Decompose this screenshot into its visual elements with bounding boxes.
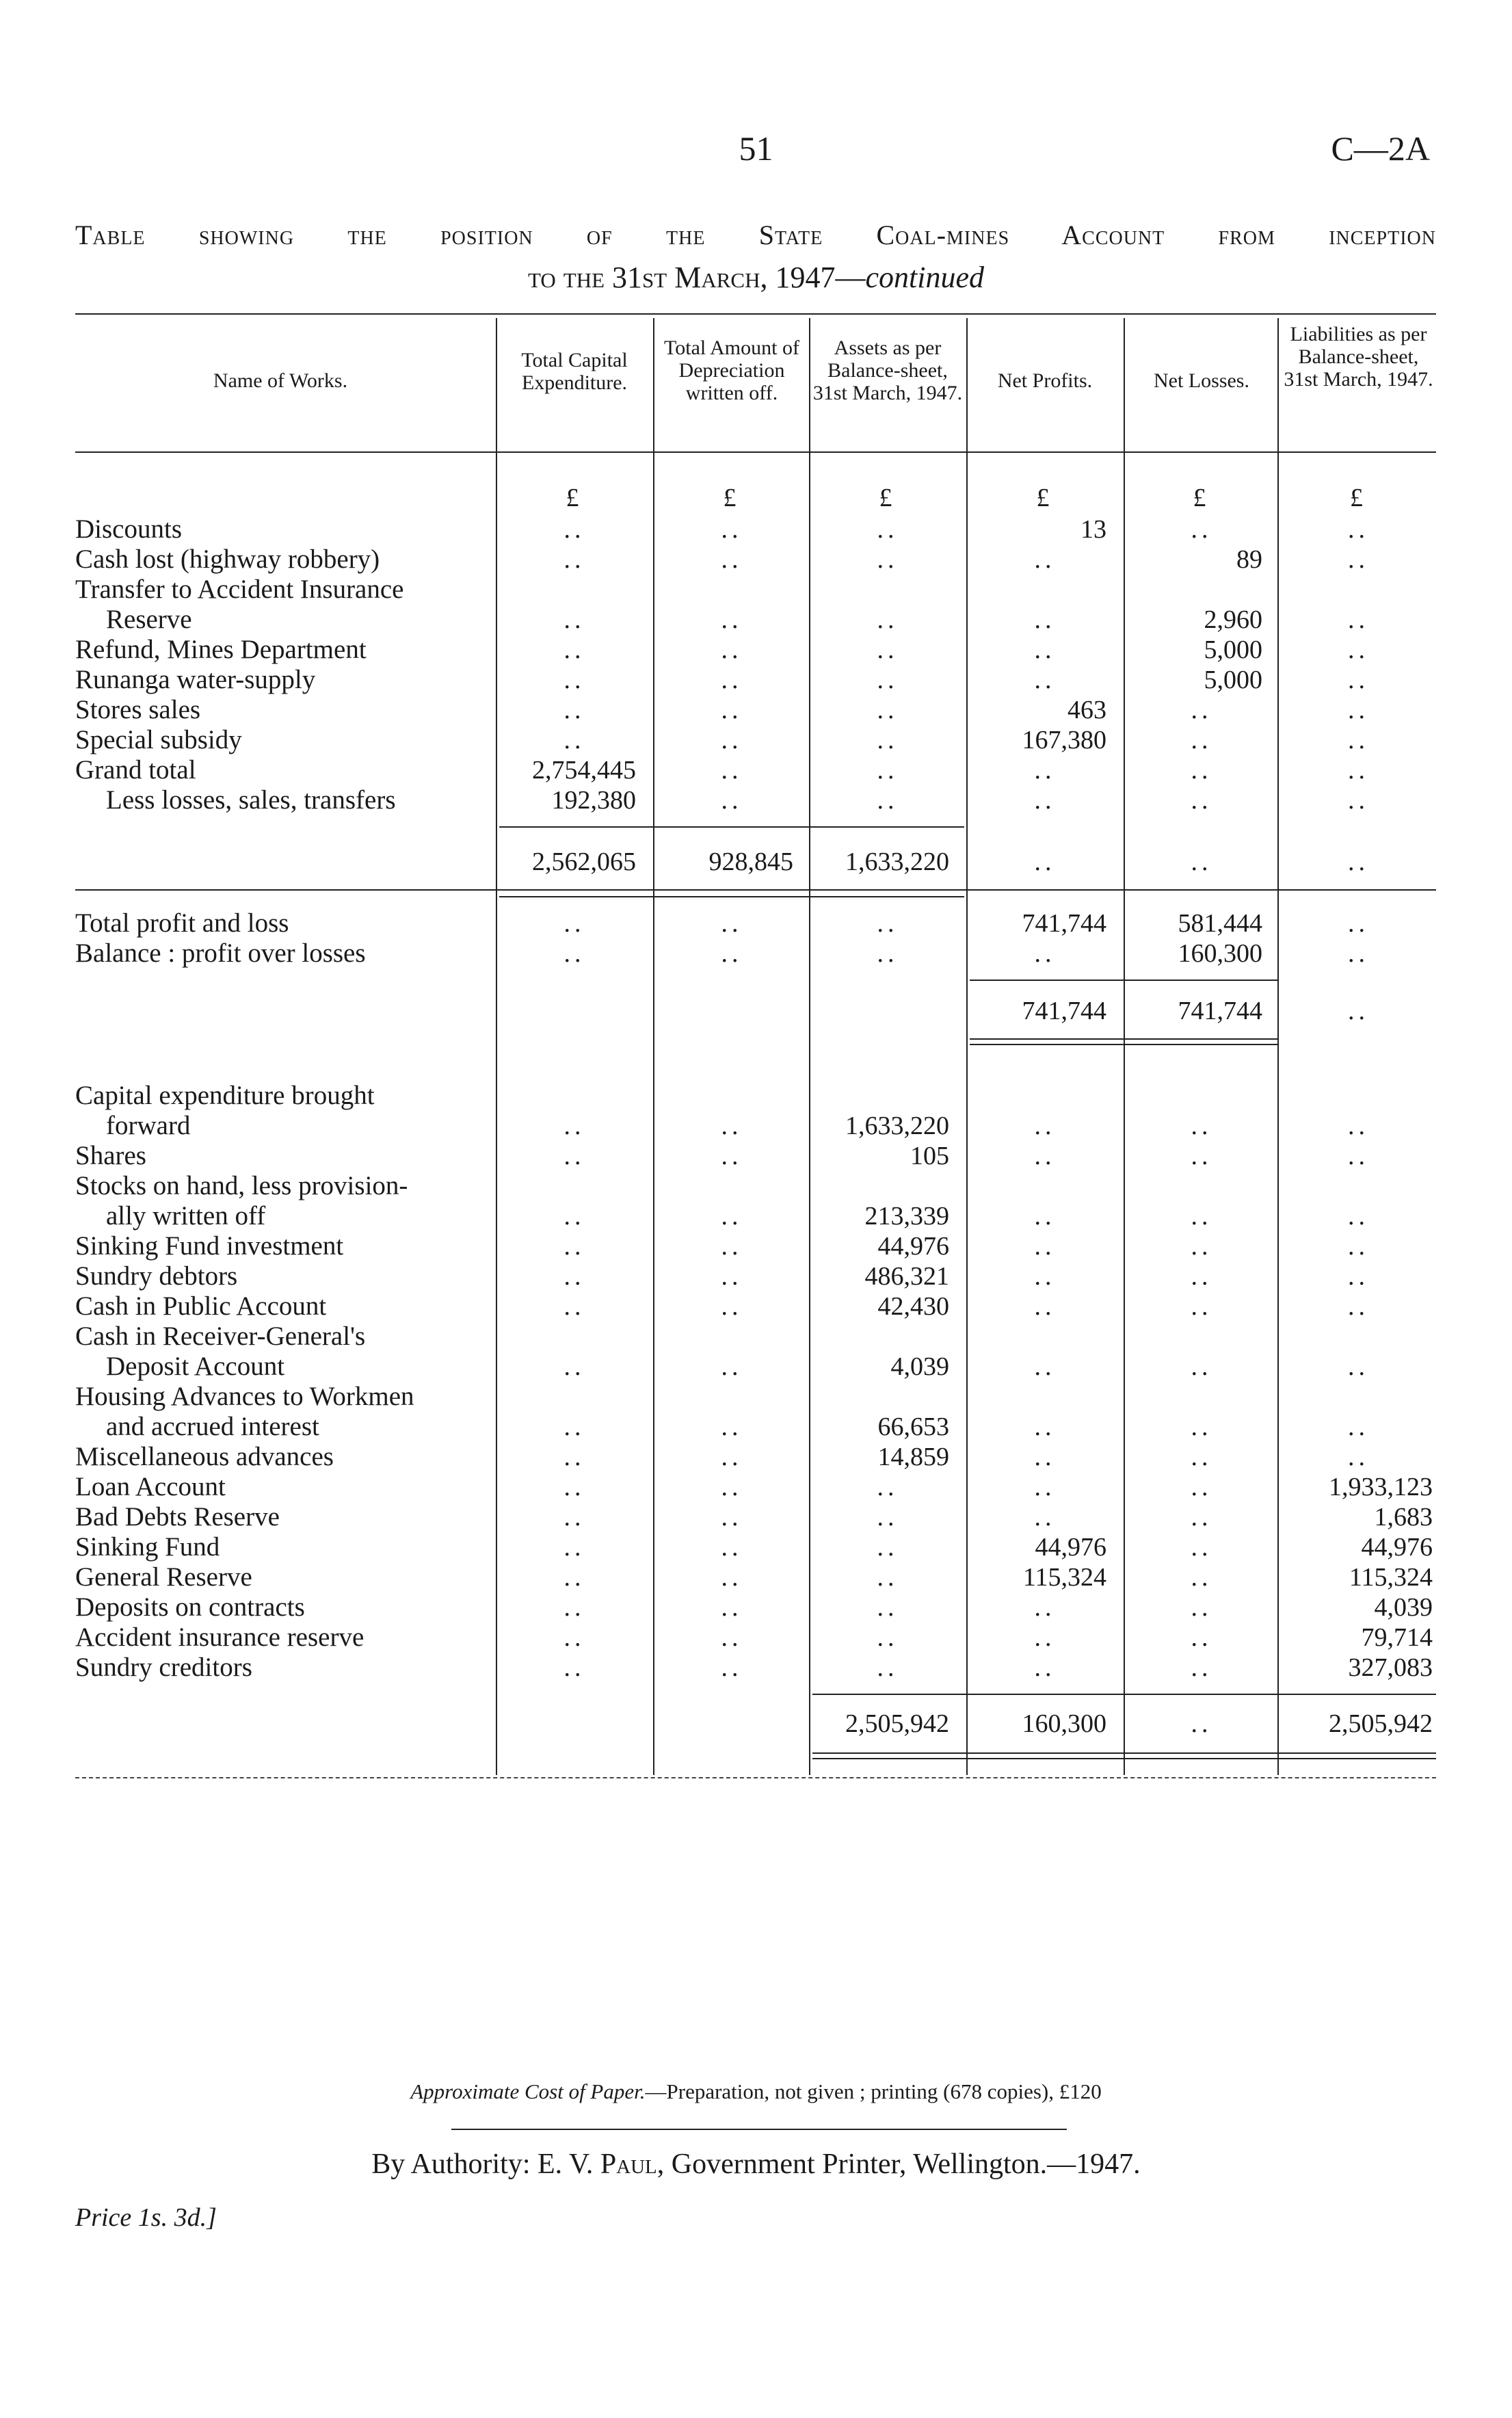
cell-net-losses: 2,960 <box>1204 605 1262 634</box>
row-label: Stocks on hand, less provision- <box>75 1171 408 1200</box>
row-label: Miscellaneous advances <box>75 1442 334 1471</box>
row-label: Bad Debts Reserve <box>75 1502 280 1532</box>
cost-text: —Preparation, not given ; printing (678 copies), £120 <box>645 2079 1102 2103</box>
cell-capital: .. <box>563 1563 585 1592</box>
cell-depreciation: .. <box>721 726 743 754</box>
cell-capital: .. <box>563 1202 585 1231</box>
cell-net-profits: .. <box>1034 1142 1056 1170</box>
table-bottom-rule <box>75 1777 1436 1778</box>
cell-assets-subtotal: 1,633,220 <box>845 847 949 876</box>
cell-depreciation: .. <box>721 1593 743 1622</box>
header-rule <box>75 451 1436 453</box>
column-rule <box>809 318 810 1775</box>
cell-net-losses: .. <box>1191 1202 1212 1231</box>
cell-net-losses: .. <box>1191 1533 1212 1562</box>
cell-capital: .. <box>563 726 585 754</box>
currency-symbol: £ <box>566 484 583 512</box>
cell-depreciation: .. <box>721 666 743 694</box>
title-line2-continued: continued <box>865 261 984 294</box>
cell-net-losses: .. <box>1191 1292 1212 1321</box>
row-label: Shares <box>75 1141 146 1170</box>
cell-capital: .. <box>563 1142 585 1170</box>
header-name-of-works: Name of Works. <box>213 369 348 392</box>
row-label-continued: and accrued interest <box>106 1412 319 1441</box>
column-rule <box>496 318 497 1775</box>
cell-net-losses: .. <box>1191 847 1212 876</box>
cell-assets: 1,633,220 <box>845 1112 949 1140</box>
cell-liabilities: .. <box>1348 997 1369 1025</box>
cell-capital: .. <box>563 1503 585 1532</box>
cell-depreciation: .. <box>721 939 743 968</box>
cell-assets: 44,976 <box>877 1232 949 1261</box>
row-label: Sinking Fund <box>75 1532 220 1562</box>
cell-depreciation: .. <box>721 1653 743 1682</box>
cell-net-losses: .. <box>1191 1412 1212 1441</box>
cell-assets: .. <box>877 1503 899 1532</box>
total-rule <box>970 1038 1277 1040</box>
cell-assets: .. <box>877 1563 899 1592</box>
cell-assets: .. <box>877 1653 899 1682</box>
cell-net-losses: .. <box>1191 726 1212 754</box>
cell-assets: .. <box>877 515 899 544</box>
cell-liabilities: .. <box>1348 515 1369 544</box>
cell-net-profits: .. <box>1034 847 1056 876</box>
cell-depreciation: .. <box>721 1112 743 1140</box>
cell-net-profits: .. <box>1034 605 1056 634</box>
cell-assets: .. <box>877 1593 899 1622</box>
cell-capital: .. <box>563 545 585 574</box>
cell-liabilities: .. <box>1348 1412 1369 1441</box>
cell-assets: 486,321 <box>864 1262 949 1291</box>
printer-name: E. V. Paul, <box>538 2148 665 2180</box>
total-double-rule <box>970 1044 1277 1045</box>
cell-net-profits: 463 <box>1067 696 1106 724</box>
cell-depreciation: .. <box>721 1563 743 1592</box>
cell-capital: .. <box>563 1593 585 1622</box>
cell-net-losses: .. <box>1191 515 1212 544</box>
cell-depreciation: .. <box>721 605 743 634</box>
cell-liabilities: .. <box>1348 1202 1369 1231</box>
row-label: Sundry debtors <box>75 1261 238 1291</box>
cell-assets-total: 2,505,942 <box>845 1709 949 1738</box>
section-double-rule <box>499 896 964 897</box>
cell-net-losses: .. <box>1191 1593 1212 1622</box>
cell-net-losses: .. <box>1191 1473 1212 1501</box>
cell-assets: .. <box>877 756 899 785</box>
cell-depreciation: .. <box>721 1292 743 1321</box>
printer-authority <box>0 2148 1512 2181</box>
row-label: Total profit and loss <box>75 908 289 938</box>
column-rule <box>1277 318 1279 1775</box>
cell-net-profits-total: 741,744 <box>1022 997 1106 1025</box>
cell-liabilities: 44,976 <box>1361 1533 1433 1562</box>
row-label-continued: Reserve <box>106 605 192 634</box>
cell-net-losses: .. <box>1191 786 1212 815</box>
cell-liabilities: .. <box>1348 1443 1369 1471</box>
cell-assets: .. <box>877 696 899 724</box>
cell-net-profits: .. <box>1034 1202 1056 1231</box>
cell-net-losses: .. <box>1191 1232 1212 1261</box>
row-label: Runanga water-supply <box>75 665 316 694</box>
cell-assets: .. <box>877 545 899 574</box>
cell-net-profits: 167,380 <box>1022 726 1106 754</box>
cell-assets: .. <box>877 909 899 938</box>
cell-net-profits: .. <box>1034 786 1056 815</box>
cell-capital: .. <box>563 605 585 634</box>
cell-depreciation: .. <box>721 1443 743 1471</box>
cell-assets: 105 <box>910 1142 949 1170</box>
cell-liabilities: 327,083 <box>1348 1653 1433 1682</box>
cell-net-profits: 741,744 <box>1022 909 1106 938</box>
row-label-continued: Deposit Account <box>106 1352 285 1381</box>
cell-net-profits: .. <box>1034 1262 1056 1291</box>
cell-net-losses: .. <box>1191 756 1212 785</box>
currency-symbol: £ <box>1193 484 1210 512</box>
cell-depreciation: .. <box>721 1503 743 1532</box>
cell-assets: 213,339 <box>864 1202 949 1231</box>
cell-net-profits: .. <box>1034 1623 1056 1652</box>
cell-net-profits: .. <box>1034 1292 1056 1321</box>
cell-depreciation: .. <box>721 1232 743 1261</box>
cell-depreciation-subtotal: 928,845 <box>708 847 793 876</box>
currency-symbol: £ <box>723 484 741 512</box>
cell-net-losses-total: 741,744 <box>1178 997 1262 1025</box>
cell-capital-subtotal: 2,562,065 <box>532 847 636 876</box>
cell-depreciation: .. <box>721 909 743 938</box>
cell-assets: .. <box>877 726 899 754</box>
cell-liabilities: .. <box>1348 726 1369 754</box>
cell-depreciation: .. <box>721 1533 743 1562</box>
section-rule <box>75 889 1436 891</box>
currency-symbol: £ <box>1036 484 1054 512</box>
cell-net-losses: .. <box>1191 1352 1212 1381</box>
cell-depreciation: .. <box>721 1623 743 1652</box>
cell-net-losses: .. <box>1191 1653 1212 1682</box>
cell-depreciation: .. <box>721 1262 743 1291</box>
row-label-continued: forward <box>106 1111 191 1140</box>
column-rule <box>653 318 654 1775</box>
cost-label: Approximate Cost of Paper. <box>410 2079 646 2103</box>
table-title: Table showing the position of the State Coal-mines Account from inception <box>75 220 1436 250</box>
cell-capital: 192,380 <box>551 786 636 815</box>
cell-capital: .. <box>563 1292 585 1321</box>
cell-capital: .. <box>563 1232 585 1261</box>
cell-capital: .. <box>563 1412 585 1441</box>
total-rule <box>812 1752 1436 1754</box>
cell-assets: .. <box>877 605 899 634</box>
row-label: Refund, Mines Department <box>75 635 367 664</box>
cell-net-profits: 115,324 <box>1022 1563 1106 1592</box>
authority-rest: Government Printer, Wellington.—1947. <box>671 2148 1141 2180</box>
subtotal-rule <box>970 980 1277 981</box>
cost-of-paper-note <box>0 2079 1512 2104</box>
cell-capital: .. <box>563 1473 585 1501</box>
table-top-rule <box>75 313 1436 315</box>
cell-net-profits: .. <box>1034 545 1056 574</box>
cell-liabilities: .. <box>1348 666 1369 694</box>
row-label: Stores sales <box>75 695 201 724</box>
cell-capital: .. <box>563 515 585 544</box>
cell-depreciation: .. <box>721 786 743 815</box>
cell-liabilities: .. <box>1348 786 1369 815</box>
cell-net-losses: .. <box>1191 1262 1212 1291</box>
cell-depreciation: .. <box>721 1202 743 1231</box>
cell-net-profits: .. <box>1034 635 1056 664</box>
cell-liabilities: .. <box>1348 1112 1369 1140</box>
header-net-profits: Net Profits. <box>997 369 1093 392</box>
cell-net-losses: 581,444 <box>1178 909 1262 938</box>
total-rule <box>812 1694 1436 1695</box>
cell-depreciation: .. <box>721 545 743 574</box>
cell-capital: .. <box>563 909 585 938</box>
cell-depreciation: .. <box>721 756 743 785</box>
cell-capital: .. <box>563 1443 585 1471</box>
cell-net-losses: .. <box>1191 1112 1212 1140</box>
cell-liabilities: 79,714 <box>1361 1623 1433 1652</box>
cell-assets: 42,430 <box>877 1292 949 1321</box>
column-rule <box>1124 318 1125 1775</box>
cell-depreciation: .. <box>721 1142 743 1170</box>
cell-capital: .. <box>563 1653 585 1682</box>
header-net-losses: Net Losses. <box>1154 369 1249 392</box>
cell-liabilities: .. <box>1348 1142 1369 1170</box>
cell-capital: .. <box>563 1533 585 1562</box>
currency-symbol: £ <box>1350 484 1367 512</box>
cell-net-profits: .. <box>1034 939 1056 968</box>
row-label: General Reserve <box>75 1562 252 1592</box>
cell-liabilities: .. <box>1348 1352 1369 1381</box>
authority-prefix: By Authority: <box>371 2148 531 2180</box>
table-title-line2 <box>0 260 1512 295</box>
cell-liabilities: 1,683 <box>1374 1503 1433 1532</box>
document-reference: C—2A <box>1331 129 1430 168</box>
cell-net-losses: 89 <box>1236 545 1262 574</box>
title-line2-prefix: to the 31st March, 1947— <box>528 261 866 294</box>
row-label: Cash in Public Account <box>75 1291 327 1321</box>
cell-liabilities: .. <box>1348 1232 1369 1261</box>
cell-net-profits-total: 160,300 <box>1022 1709 1106 1738</box>
row-label: Accident insurance reserve <box>75 1622 364 1652</box>
cell-assets: 14,859 <box>877 1443 949 1471</box>
cell-assets: 66,653 <box>877 1412 949 1441</box>
cell-depreciation: .. <box>721 515 743 544</box>
cell-net-losses-total: .. <box>1191 1709 1212 1738</box>
cell-assets: .. <box>877 666 899 694</box>
cell-assets: .. <box>877 1473 899 1501</box>
cell-liabilities: .. <box>1348 939 1369 968</box>
cell-liabilities: .. <box>1348 756 1369 785</box>
cell-liabilities: .. <box>1348 696 1369 724</box>
cell-net-losses: 5,000 <box>1204 635 1262 664</box>
cell-depreciation: .. <box>721 1473 743 1501</box>
header-assets: Assets as per Balance-sheet, 31st March, 1947. <box>812 337 963 404</box>
cell-net-profits: .. <box>1034 1443 1056 1471</box>
cell-capital: .. <box>563 939 585 968</box>
header-total-capital: Total Capital Expenditure. <box>521 349 628 394</box>
cell-net-losses: .. <box>1191 1503 1212 1532</box>
cell-depreciation: .. <box>721 1412 743 1441</box>
cell-assets: .. <box>877 635 899 664</box>
cell-liabilities-total: 2,505,942 <box>1329 1709 1433 1738</box>
cell-capital: .. <box>563 1352 585 1381</box>
cell-depreciation: .. <box>721 635 743 664</box>
cell-net-profits: 13 <box>1080 515 1106 544</box>
row-label: Discounts <box>75 514 182 544</box>
cell-assets: .. <box>877 1623 899 1652</box>
cell-liabilities: .. <box>1348 1262 1369 1291</box>
cell-net-profits: .. <box>1034 1352 1056 1381</box>
cell-net-losses: .. <box>1191 1142 1212 1170</box>
row-label: Grand total <box>75 755 196 785</box>
cell-net-profits: .. <box>1034 1412 1056 1441</box>
row-label: Special subsidy <box>75 725 242 754</box>
cell-liabilities: 115,324 <box>1349 1563 1433 1592</box>
row-label: Cash lost (highway robbery) <box>75 544 380 574</box>
row-label: Transfer to Accident Insurance <box>75 575 404 604</box>
row-label: Sundry creditors <box>75 1653 252 1682</box>
cell-depreciation: .. <box>721 1352 743 1381</box>
row-label: Capital expenditure brought <box>75 1081 375 1110</box>
cell-liabilities: .. <box>1348 545 1369 574</box>
currency-symbol: £ <box>879 484 897 512</box>
cell-net-profits: .. <box>1034 1503 1056 1532</box>
cell-assets: .. <box>877 1533 899 1562</box>
cell-net-losses: 160,300 <box>1178 939 1262 968</box>
cell-liabilities: .. <box>1348 1292 1369 1321</box>
column-rule <box>966 318 968 1775</box>
cell-assets: .. <box>877 786 899 815</box>
cell-net-losses: .. <box>1191 1563 1212 1592</box>
row-label: Housing Advances to Workmen <box>75 1382 414 1411</box>
cell-liabilities: 4,039 <box>1374 1593 1433 1622</box>
row-label: Loan Account <box>75 1472 226 1501</box>
cell-assets: .. <box>877 939 899 968</box>
cell-net-losses: 5,000 <box>1204 666 1262 694</box>
header-liabilities: Liabilities as per Balance-sheet, 31st March, 1947. <box>1284 323 1433 391</box>
row-label: Sinking Fund investment <box>75 1231 344 1261</box>
cell-capital: .. <box>563 696 585 724</box>
price: Price 1s. 3d.] <box>75 2203 217 2232</box>
page-number: 51 <box>739 129 773 168</box>
cell-capital: .. <box>563 635 585 664</box>
cell-capital: .. <box>563 1623 585 1652</box>
header-depreciation: Total Amount of Depreciation written off. <box>664 337 799 404</box>
subtotal-rule <box>499 826 964 828</box>
cell-liabilities: .. <box>1348 635 1369 664</box>
cell-depreciation: .. <box>721 696 743 724</box>
cell-capital: .. <box>563 1112 585 1140</box>
row-label: Less losses, sales, transfers <box>106 785 396 815</box>
cell-net-profits: .. <box>1034 1112 1056 1140</box>
cell-capital: 2,754,445 <box>532 756 636 785</box>
row-label: Cash in Receiver-General's <box>75 1322 366 1351</box>
cell-liabilities: .. <box>1348 605 1369 634</box>
cell-net-profits: .. <box>1034 1593 1056 1622</box>
cell-net-profits: .. <box>1034 1232 1056 1261</box>
cell-capital: .. <box>563 1262 585 1291</box>
total-double-rule <box>812 1758 1436 1759</box>
row-label: Deposits on contracts <box>75 1592 305 1622</box>
cell-assets: 4,039 <box>890 1352 949 1381</box>
cell-net-losses: .. <box>1191 1443 1212 1471</box>
row-label-continued: ally written off <box>106 1201 266 1231</box>
cell-net-losses: .. <box>1191 696 1212 724</box>
cell-liabilities: .. <box>1348 847 1369 876</box>
cell-liabilities: 1,933,123 <box>1329 1473 1433 1501</box>
cell-net-profits: 44,976 <box>1035 1533 1106 1562</box>
footer-rule <box>451 2129 1067 2130</box>
cell-net-losses: .. <box>1191 1623 1212 1652</box>
cell-net-profits: .. <box>1034 1473 1056 1501</box>
cell-net-profits: .. <box>1034 756 1056 785</box>
cell-net-profits: .. <box>1034 1653 1056 1682</box>
cell-capital: .. <box>563 666 585 694</box>
row-label: Balance : profit over losses <box>75 938 366 968</box>
cell-liabilities: .. <box>1348 909 1369 938</box>
cell-net-profits: .. <box>1034 666 1056 694</box>
